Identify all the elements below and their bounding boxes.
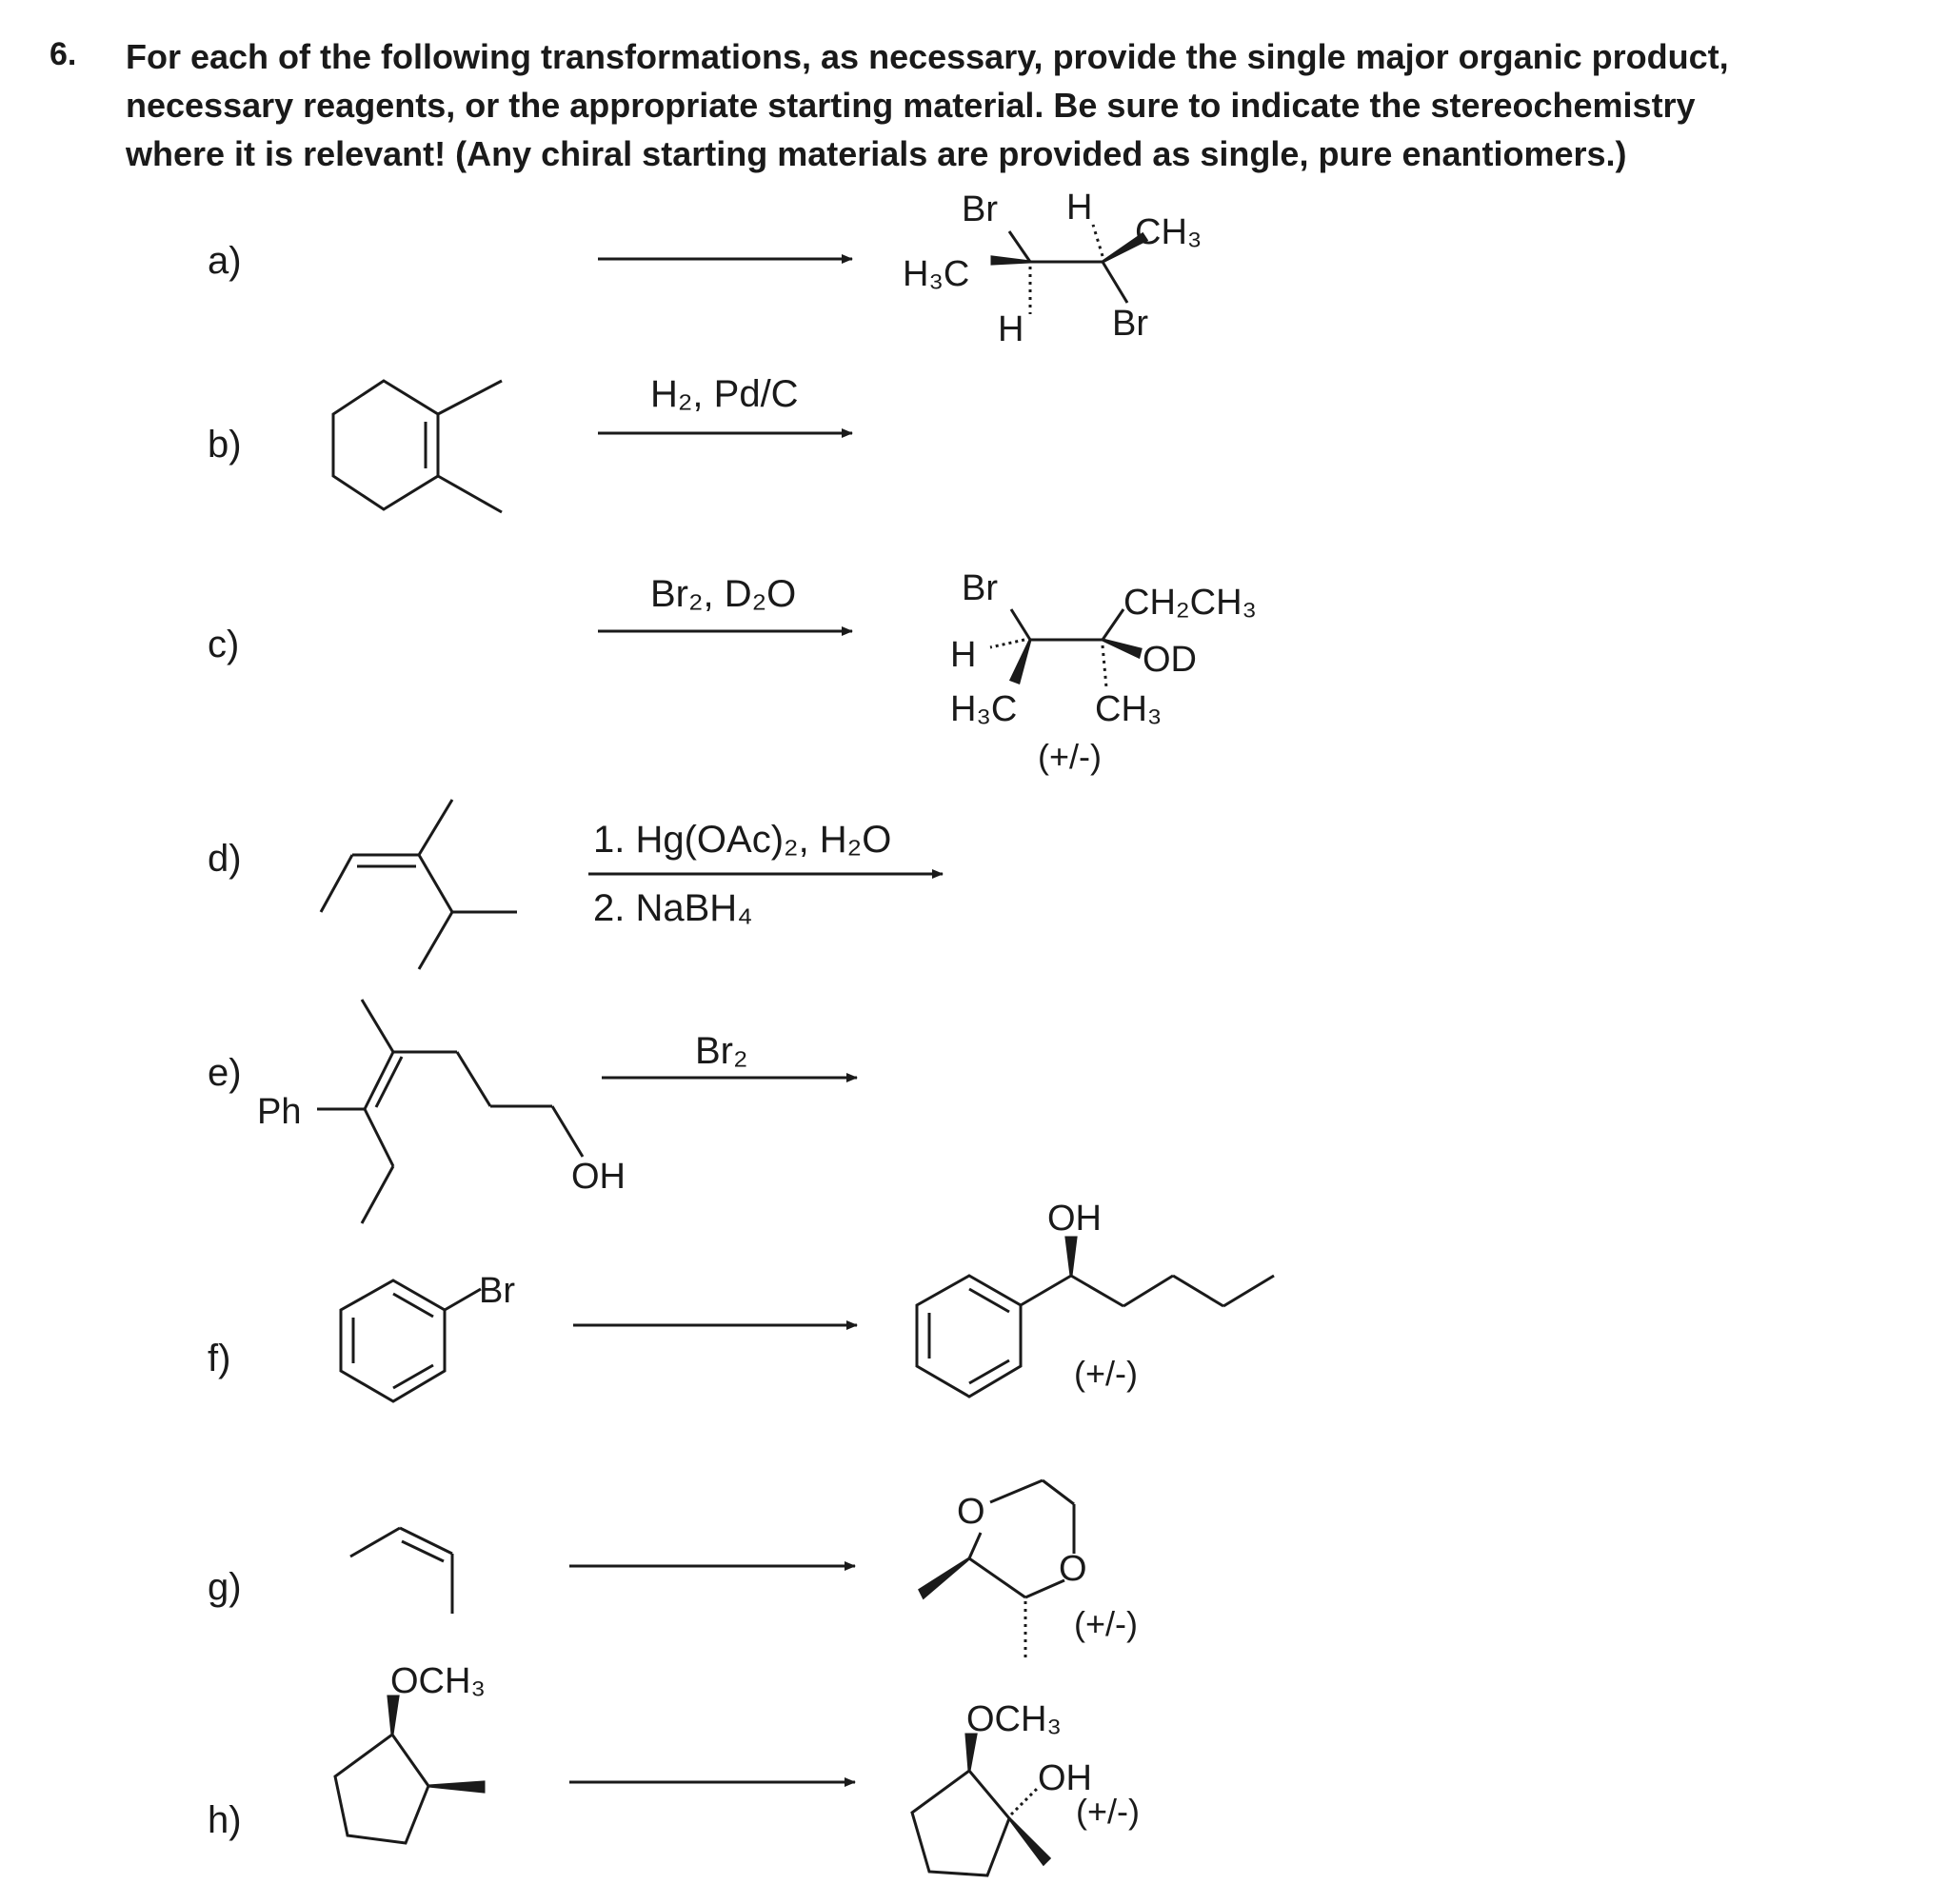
question-line-1: For each of the following transformations, as necessary, provide the single major organic product, [126,37,1729,76]
part-d-starting-material [321,800,517,969]
part-g-racemic: (+/-) [1074,1604,1138,1643]
part-b-label: b) [208,424,242,466]
part-c-od: OD [1143,640,1197,680]
part-e-ph: Ph [257,1092,302,1132]
part-h-oh: OH [1038,1758,1092,1798]
part-a-br2: Br [1112,304,1148,344]
part-h-och3-prod: OCH₃ [966,1699,1062,1739]
part-g-product [920,1480,1074,1658]
part-h-label: h) [208,1799,242,1841]
part-e-oh: OH [571,1157,626,1197]
part-a-h2: H [998,309,1024,349]
part-f-starting-material [341,1280,481,1401]
part-b-reagent: H₂, Pd/C [650,373,799,415]
part-c-label: c) [208,624,240,665]
part-g-o2: O [1059,1549,1087,1589]
part-f-label: f) [208,1338,231,1379]
question-line-2: necessary reagents, or the appropriate starting material. Be sure to indicate the stereochemistry [126,86,1696,125]
part-c-ch2ch3: CH₂CH₃ [1123,583,1257,623]
part-a-label: a) [208,240,242,282]
part-c-reagent: Br₂, D₂O [650,573,797,615]
part-h-starting-material [335,1696,484,1843]
part-a-br1: Br [962,189,998,229]
part-g-starting-material [350,1528,452,1614]
part-a-ch3: CH₃ [1135,212,1203,252]
part-f-racemic: (+/-) [1074,1354,1138,1393]
part-b-starting-material [333,381,502,512]
part-a-h1: H [1066,188,1093,228]
part-g-o1: O [957,1492,985,1532]
question-line-3: where it is relevant! (Any chiral starting materials are provided as single, pure enantiomers.) [126,134,1627,173]
part-d-reagent-2: 2. NaBH₄ [593,887,753,929]
part-c-product [990,609,1141,687]
part-h-product [912,1735,1049,1875]
part-h-och3-start: OCH₃ [390,1661,486,1701]
part-a-product [992,225,1146,314]
part-e-label: e) [208,1052,242,1094]
part-c-h: H [950,635,977,675]
question-number: 6. [50,36,77,72]
part-c-h3c: H₃C [950,689,1018,729]
part-g-label: g) [208,1566,242,1608]
part-f-br: Br [479,1271,515,1311]
part-d-reagent-1: 1. Hg(OAc)₂, H₂O [593,819,892,861]
part-c-racemic: (+/-) [1038,737,1102,776]
part-c-br: Br [962,568,998,608]
part-c-ch3: CH₃ [1095,689,1163,729]
part-h-racemic: (+/-) [1076,1792,1140,1831]
part-e-reagent: Br₂ [695,1030,748,1072]
part-f-oh: OH [1047,1199,1102,1239]
part-e-starting-material [317,1000,583,1223]
part-a-h3c: H₃C [903,254,970,294]
part-d-label: d) [208,838,242,880]
